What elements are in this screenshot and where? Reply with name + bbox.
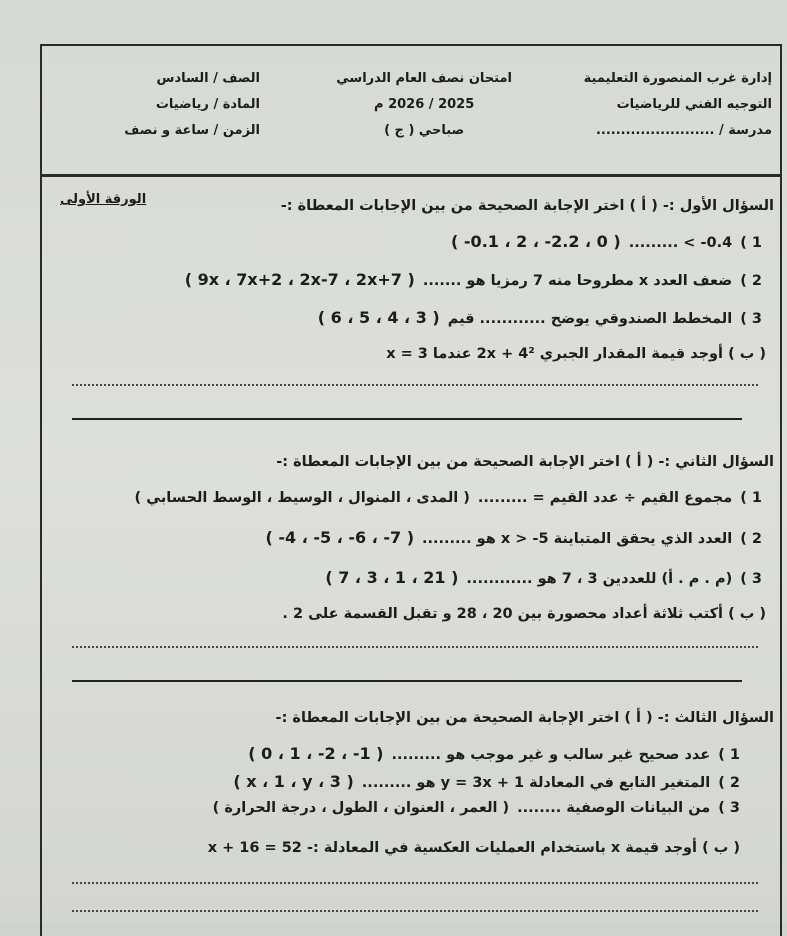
q3-item-1 [248, 744, 740, 763]
q2-item-3 [325, 568, 762, 587]
item-stem: ضعف العدد x مطروحا منه 7 رمزيا هو ....... [422, 273, 733, 289]
header-directorate [584, 66, 772, 144]
header-exam [336, 66, 512, 144]
academic-year: 2025 / 2026 م [374, 97, 475, 112]
item-number: 3 ) [740, 571, 762, 587]
item-options: ( 6 ، 5 ، 4 ، 3 ) [317, 308, 440, 327]
answer-line [72, 910, 758, 912]
subject: المادة / رياضيات [155, 97, 260, 112]
item-stem: العدد الذي يحقق المتباينة x > -5 هو ......... [422, 531, 733, 547]
exam-title: امتحان نصف العام الدراسي [336, 71, 512, 86]
q1-part-b: ( ب ) أوجد قيمة المقدار الجبري 2x + 4² عندما x = 3 [386, 346, 766, 362]
duration: الزمن / ساعة و نصف [124, 123, 260, 138]
item-number: 2 ) [740, 273, 762, 289]
exam-header [42, 46, 780, 177]
item-number: 3 ) [718, 800, 740, 816]
item-options: ( 9x ، 7x+2 ، 2x-7 ، 2x+7 ) [184, 270, 415, 289]
item-stem: عدد صحيح غير سالب و غير موجب هو ......... [391, 747, 711, 763]
q3-item-3 [213, 800, 740, 816]
exam-session: صباحي ( ج ) [384, 123, 465, 138]
item-options: ( 7 ، 3 ، 1 ، 21 ) [325, 568, 459, 587]
q1-title: السؤال الأول :- ( أ ) اختر الإجابة الصحيحة من بين الإجابات المعطاة :- [280, 198, 774, 214]
exam-frame [40, 44, 782, 936]
item-options: ( -0.1 ، 2 ، -2.2 ، 0 ) [451, 232, 621, 251]
answer-line [72, 384, 758, 386]
q1-item-2 [185, 270, 762, 289]
item-stem: (م . م . أ) للعددين 3 ، 7 هو ............ [466, 571, 733, 587]
item-number: 2 ) [740, 531, 762, 547]
q2-title: السؤال الثاني :- ( أ ) اختر الإجابة الصحيحة من بين الإجابات المعطاة :- [276, 454, 774, 470]
q2-item-2 [265, 528, 762, 547]
q3-item-2 [233, 772, 740, 791]
school-field: مدرسة / ........................ [595, 123, 772, 138]
section-divider [72, 680, 742, 682]
item-options: ( العمر ، العنوان ، الطول ، درجة الحرارة ) [212, 800, 510, 816]
directorate-name: إدارة غرب المنصورة التعليمية [583, 71, 772, 86]
item-number: 1 ) [740, 490, 762, 506]
item-number: 1 ) [740, 235, 762, 251]
item-stem: المتغير التابع في المعادلة y = 3x + 1 هو ......... [361, 775, 711, 791]
answer-line [72, 646, 758, 648]
q2-part-b: ( ب ) أكتب ثلاثة أعداد محصورة بين 20 ، 28 و تقبل القسمة على 2 . [282, 606, 766, 622]
supervision-name: التوجيه الفني للرياضيات [616, 97, 772, 112]
item-options: ( x ، 1 ، y ، 3 ) [233, 772, 354, 791]
paper-tag: الورقة الأولى [60, 192, 147, 207]
q3-part-b: ( ب ) أوجد قيمة x باستخدام العمليات العكسية في المعادلة :- x + 16 = 52 [207, 840, 740, 856]
answer-line [72, 882, 758, 884]
q1-item-3 [318, 308, 762, 327]
grade: الصف / السادس [156, 71, 260, 86]
q1-item-1 [451, 232, 762, 251]
q2-item-1 [135, 490, 762, 506]
item-options: ( 0 ، 1 ، -2 ، -1 ) [248, 744, 384, 763]
item-number: 2 ) [718, 775, 740, 791]
item-options: ( المدى ، المنوال ، الوسيط ، الوسط الحسابي ) [134, 490, 470, 506]
item-stem: من البيانات الوصفية ........ [517, 800, 711, 816]
item-stem: ......... < -0.4 [628, 235, 733, 251]
item-number: 1 ) [718, 747, 740, 763]
item-options: ( -4 ، -5 ، -6 ، -7 ) [265, 528, 414, 547]
item-stem: مجموع القيم ÷ عدد القيم = ......... [477, 490, 733, 506]
header-class [124, 66, 260, 144]
q3-title: السؤال الثالث :- ( أ ) اختر الإجابة الصحيحة من بين الإجابات المعطاة :- [275, 710, 774, 726]
item-number: 3 ) [740, 311, 762, 327]
section-divider [72, 418, 742, 420]
item-stem: المخطط الصندوقي يوضح ............ قيم [447, 311, 733, 327]
